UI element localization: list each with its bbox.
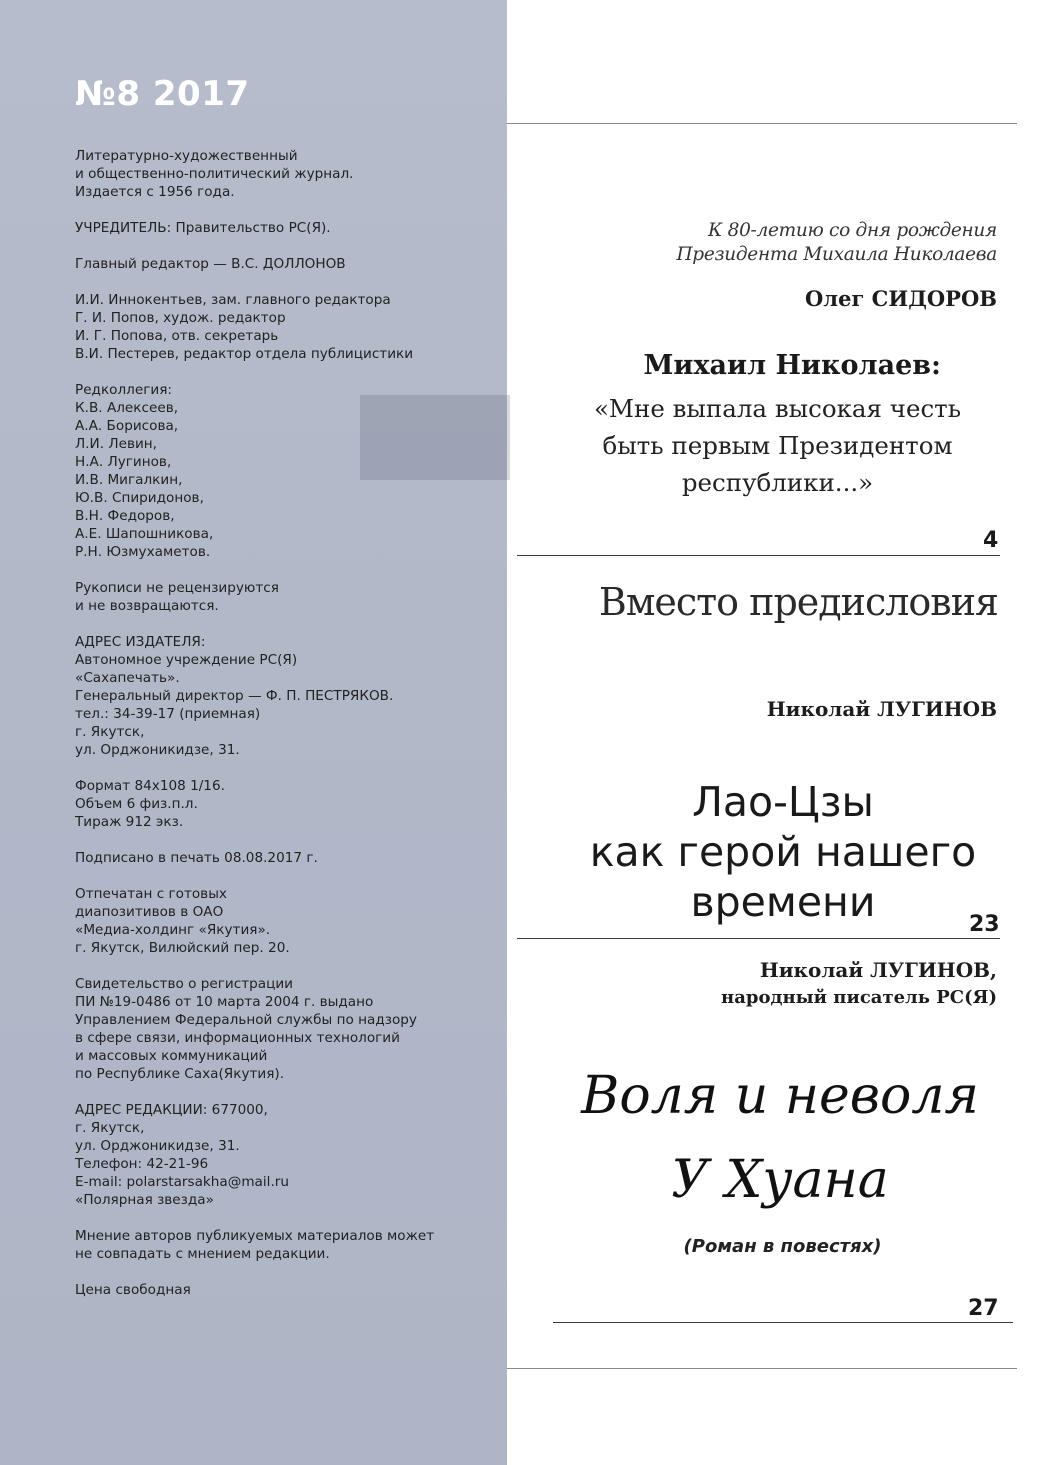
page-number-2: 23 (969, 912, 1000, 937)
imprint-line: Ю.В. Спиридонов, (75, 490, 204, 506)
dedication (676, 219, 997, 267)
quote-line-2: быть первым Президентом (602, 431, 953, 460)
bottom-rule (507, 1368, 1017, 1369)
imprint-block (75, 291, 495, 363)
imprint-line: в сфере связи, информационных технологий (75, 1030, 400, 1046)
imprint-line: «Полярная звезда» (75, 1192, 214, 1208)
imprint-line: тел.: 34-39-17 (приемная) (75, 706, 261, 722)
article-1-title: Михаил Николаев: (643, 350, 941, 381)
imprint-line: Тираж 912 экз. (75, 814, 184, 830)
imprint-line: УЧРЕДИТЕЛЬ: Правительство РС(Я). (75, 220, 331, 236)
page-number-1: 4 (983, 528, 999, 553)
imprint-line: Автономное учреждение РС(Я) (75, 652, 298, 668)
imprint-line: ПИ №19-0486 от 10 марта 2004 г. выдано (75, 994, 374, 1010)
dedication-line-1: К 80-летию со дня рождения (708, 220, 997, 241)
author-2: Николай ЛУГИНОВ (766, 697, 997, 721)
top-rule (507, 123, 1017, 124)
imprint-block (75, 1227, 495, 1263)
imprint-line: В.Н. Федоров, (75, 508, 175, 524)
imprint-line: Н.А. Лугинов, (75, 454, 172, 470)
imprint-line: Подписано в печать 08.08.2017 г. (75, 850, 318, 866)
imprint-line: Мнение авторов публикуемых материалов может (75, 1228, 435, 1244)
imprint (75, 147, 495, 1317)
quote-line-1: «Мне выпала высокая честь (593, 394, 962, 423)
imprint-line: Г. И. Попов, худож. редактор (75, 310, 286, 326)
imprint-line: «Сахапечать». (75, 670, 180, 686)
imprint-line: Управлением Федеральной службы по надзору (75, 1012, 417, 1028)
imprint-block (75, 885, 495, 957)
imprint-line: Рукописи не рецензируются (75, 580, 279, 596)
imprint-line: «Медиа-холдинг «Якутия». (75, 922, 271, 938)
left-panel (0, 0, 507, 1465)
imprint-line: г. Якутск, Вилюйский пер. 20. (75, 940, 290, 956)
imprint-block (75, 381, 495, 561)
imprint-block (75, 579, 495, 615)
imprint-block (75, 849, 495, 867)
imprint-block (75, 255, 495, 273)
imprint-line: Генеральный директор — Ф. П. ПЕСТРЯКОВ. (75, 688, 394, 704)
imprint-line: Р.Н. Юзмухаметов. (75, 544, 211, 560)
author-3: Николай ЛУГИНОВ, (759, 958, 997, 982)
imprint-block (75, 1281, 495, 1299)
imprint-block (75, 633, 495, 759)
imprint-line: Объем 6 физ.п.л. (75, 796, 198, 812)
imprint-line: г. Якутск, (75, 1120, 145, 1136)
imprint-line: Редколлегия: (75, 382, 172, 398)
imprint-block (75, 975, 495, 1083)
imprint-block (75, 1101, 495, 1209)
dedication-line-2: Президента Михаила Николаева (676, 244, 997, 265)
imprint-line: В.И. Пестерев, редактор отдела публицистики (75, 346, 414, 362)
imprint-line: Цена свободная (75, 1282, 191, 1298)
rule-3 (553, 1322, 1013, 1323)
author-3-role: народный писатель РС(Я) (721, 987, 997, 1008)
imprint-line: А.А. Борисова, (75, 418, 179, 434)
imprint-line: Формат 84х108 1/16. (75, 778, 225, 794)
imprint-line: К.В. Алексеев, (75, 400, 179, 416)
article-2-title (548, 777, 1018, 927)
imprint-line: АДРЕС ИЗДАТЕЛЯ: (75, 634, 206, 650)
title-line-3: времени (690, 878, 876, 926)
imprint-line: АДРЕС РЕДАКЦИИ: 677000, (75, 1102, 268, 1118)
rule-1 (517, 555, 1000, 556)
imprint-line: ул. Орджоникидзе, 31. (75, 742, 240, 758)
imprint-line: И.И. Иннокентьев, зам. главного редактора (75, 292, 391, 308)
imprint-line: E-mail: polarstarsakha@mail.ru (75, 1174, 289, 1190)
article-3-title-line-1: Воля и неволя (581, 1066, 979, 1126)
section-title: Вместо предисловия (598, 580, 998, 624)
imprint-line: г. Якутск, (75, 724, 145, 740)
imprint-line: Отпечатан с готовых (75, 886, 227, 902)
issue-number: №8 2017 (75, 74, 250, 114)
imprint-line: И.В. Мигалкин, (75, 472, 183, 488)
imprint-line: и общественно-политический журнал. (75, 166, 354, 182)
imprint-block (75, 219, 495, 237)
rule-2 (517, 938, 1000, 939)
quote-line-3: республики...» (681, 468, 874, 497)
page-number-3: 27 (968, 1296, 999, 1321)
imprint-line: Л.И. Левин, (75, 436, 157, 452)
article-3-subtitle: (Роман в повестях) (683, 1236, 882, 1257)
imprint-line: и не возвращаются. (75, 598, 219, 614)
title-line-2: как герой нашего (589, 828, 977, 876)
article-1-quote (555, 390, 1000, 501)
imprint-line: по Республике Саха(Якутия). (75, 1066, 285, 1082)
imprint-line: И. Г. Попова, отв. секретарь (75, 328, 279, 344)
title-line-1: Лао-Цзы (692, 778, 874, 826)
imprint-line: Издается с 1956 года. (75, 184, 235, 200)
imprint-line: ул. Орджоникидзе, 31. (75, 1138, 240, 1154)
imprint-line: Главный редактор — В.С. ДОЛЛОНОВ (75, 256, 346, 272)
imprint-block (75, 147, 495, 201)
imprint-line: А.Е. Шапошникова, (75, 526, 214, 542)
imprint-line: Свидетельство о регистрации (75, 976, 294, 992)
imprint-line: и массовых коммуникаций (75, 1048, 268, 1064)
imprint-line: не совпадать с мнением редакции. (75, 1246, 330, 1262)
imprint-line: Литературно-художественный (75, 148, 298, 164)
imprint-block (75, 777, 495, 831)
imprint-line: Телефон: 42-21-96 (75, 1156, 209, 1172)
article-3-title-line-2: У Хуана (671, 1150, 889, 1210)
imprint-line: диапозитивов в ОАО (75, 904, 224, 920)
author-1: Олег СИДОРОВ (805, 286, 997, 311)
